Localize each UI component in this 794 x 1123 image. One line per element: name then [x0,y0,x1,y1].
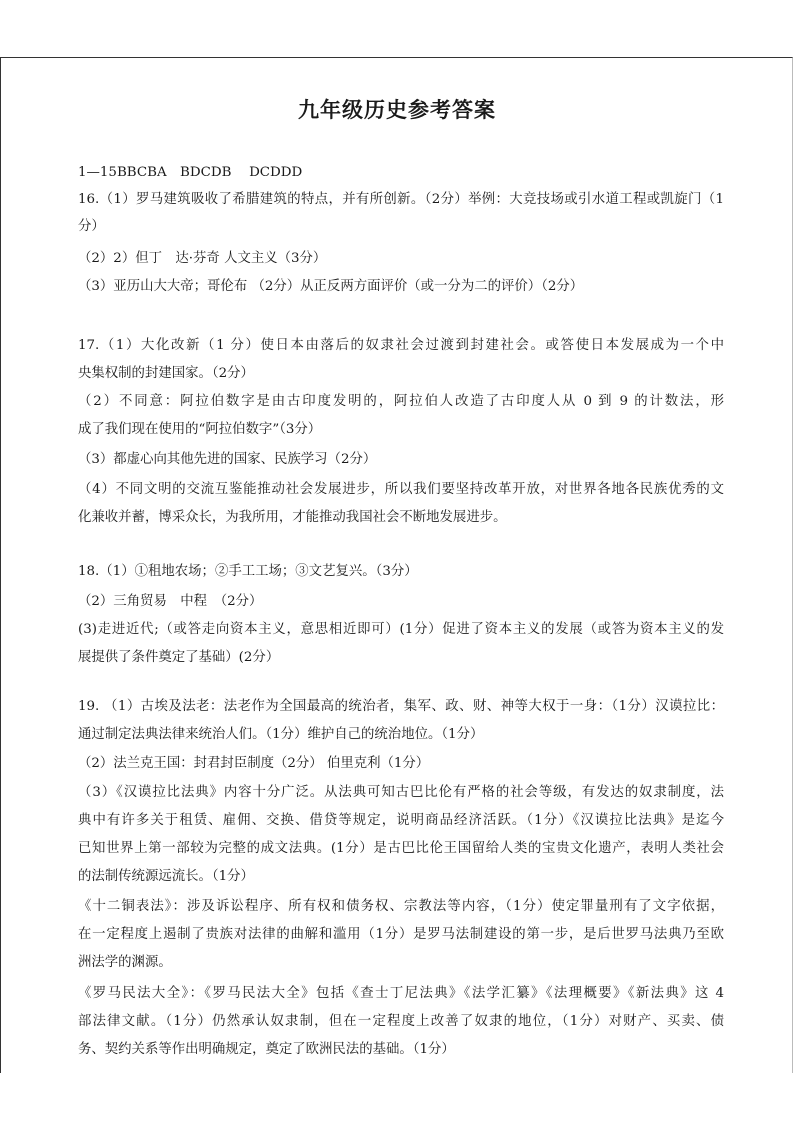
answer-line-17-4-cont: 化兼收并蓄，博采众长，为我所用，才能推动我国社会不断地发展进步。 [78,510,507,525]
answer-line-19-1: 19. （1）古埃及法老：法老作为全国最高的统治者，集军、政、财、神等大权于一身：（1分）汉谟拉比： [78,699,724,714]
answer-line-17-4: （4）不同文明的交流互鉴能推动社会发展进步，所以我们要坚持改革开放，对世界各地各民族优秀的文 [78,482,724,497]
answer-line-16-1-cont: 分） [78,219,105,234]
answer-line-19-twelve-tables-cont-2: 洲法学的渊源。 [78,955,172,970]
answer-line-17-1-cont: 央集权制的封建国家。（2分） [78,366,254,381]
answer-line-18-2: （2）三角贸易 中程 （2分） [78,594,263,609]
answer-line-19-3-cont-1: 典中有许多关于租赁、雇佣、交换、借贷等规定，说明商品经济活跃。（1分）《汉谟拉比法典》是迄今 [78,813,724,828]
answer-line-16-3: （3）亚历山大大帝；哥伦布 （2分）从正反两方面评价（或一分为二的评价）（2分） [78,279,584,294]
answer-line-16-2: （2）2）但丁 达·芬奇 人文主义（3分） [78,251,327,266]
answer-line-19-3-cont-3: 的法制传统源远流长。（1分） [78,869,254,884]
answer-line-19-3: （3）《汉谟拉比法典》内容十分广泛。从法典可知古巴比伦有严格的社会等级，有发达的奴隶制度，法 [78,785,724,800]
answer-line-19-3-cont-2: 已知世界上第一部较为完整的成文法典。(1分）是古巴比伦王国留给人类的宝贵文化遗产，表明人类社会 [78,841,724,856]
answer-line-19-roman-civil-law-cont-1: 部法律文献。（1分）仍然承认奴隶制，但在一定程度上改善了奴隶的地位，（1分）对财产、买卖、债 [78,1014,724,1029]
answer-line-19-roman-civil-law-cont-2: 务、契约关系等作出明确规定，奠定了欧洲民法的基础。（1分） [78,1042,455,1057]
answer-line-17-2: （2）不同意：阿拉伯数字是由古印度发明的，阿拉伯人改造了古印度人从 0 到 9 的计数法，形 [78,394,724,409]
answer-line-19-roman-civil-law: 《罗马民法大全》：《罗马民法大全》包括《查士丁尼法典》《法学汇纂》《法理概要》《新法典》这 4 [78,986,724,1001]
answer-line-18-3-cont: 展提供了条件奠定了基础）(2分） [78,650,280,665]
answer-line-17-2-cont: 成了我们现在使用的“阿拉伯数字”（3分） [78,422,322,437]
answer-line-18-1: 18.（1）①租地农场；②手工工场；③文艺复兴。（3分） [78,564,418,579]
answer-line-mc: 1—15BBCBA BDCDB DCDDD [78,165,303,180]
answer-line-19-1-cont: 通过制定法典法律来统治人们。（1分）维护自己的统治地位。（1分） [78,727,484,742]
answer-line-19-twelve-tables: 《十二铜表法》：涉及诉讼程序、所有权和债务权、宗教法等内容，（1分）使定罪量刑有了文字依据， [78,899,724,914]
answer-line-17-3: （3）都虚心向其他先进的国家、民族学习（2分） [78,452,377,467]
answer-line-18-3: (3)走进近代;（或答走向资本主义，意思相近即可）(1分）促进了资本主义的发展（或答为资本主义的发 [78,622,724,637]
page-title: 九年级历史参考答案 [298,98,496,122]
answer-line-16-1: 16.（1）罗马建筑吸收了希腊建筑的特点，并有所创新。（2分）举例：大竞技场或引水道工程或凯旋门（1 [78,192,724,207]
answer-line-19-twelve-tables-cont-1: 在一定程度上遏制了贵族对法律的曲解和滥用（1分）是罗马法制建设的第一步，是后世罗马法典乃至欧 [78,927,724,942]
answer-line-17-1: 17.（1）大化改新（1 分）使日本由落后的奴隶社会过渡到封建社会。或答使日本发展成为一个中 [78,338,724,353]
answer-line-19-2: （2）法兰克王国：封君封臣制度（2分） 伯里克利（1分） [78,756,430,771]
